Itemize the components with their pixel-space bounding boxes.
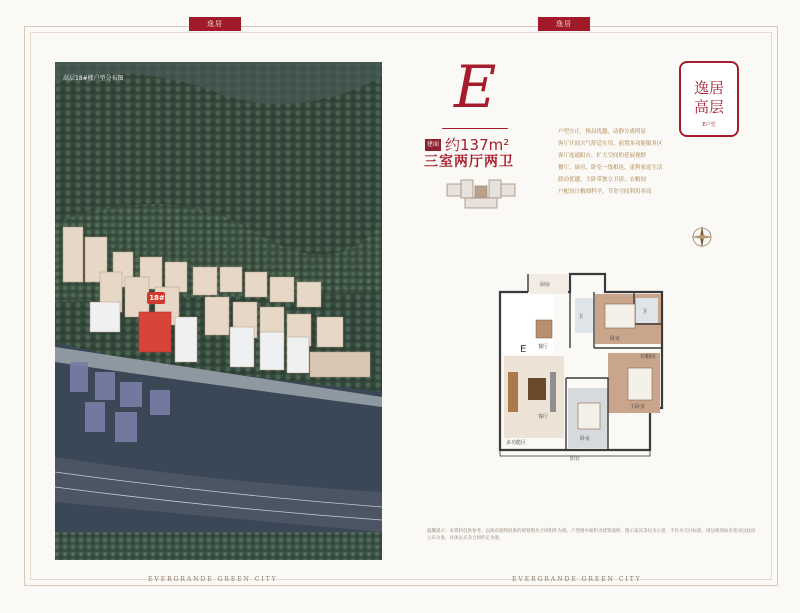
layout-text: 三室两厅两卫: [424, 154, 514, 170]
room-label-bath-2: 卫: [642, 309, 648, 315]
room-label-master: 主卧室: [630, 404, 646, 410]
photo-caption: 高层18#楼户型分布图: [63, 75, 124, 82]
disclaimer-note: 温馨提示：本资料仅供参考，以政府最终批准的规划图及合同附件为准。户型图中面积为建筑面积，图示家具等仅为示意，不作为交付标准。周边规划如有变动以政府公布为准，具体以买卖合同约定为准。: [427, 529, 756, 541]
unit-letter-e: E: [454, 53, 497, 121]
plan-unit-letter: E: [520, 344, 527, 355]
footer-brand-left-text: EVERGRANDE GREEN CITY: [148, 576, 278, 583]
footer-brand-left: [148, 576, 278, 583]
seal-line-2: 高层: [693, 98, 724, 116]
seal-sub: E户型: [702, 122, 716, 128]
seal-line-1: 逸居: [693, 79, 724, 97]
aerial-rendering: [55, 62, 382, 560]
desc-line: 联动优越，主卧带独立卫浴、衣帽间: [558, 177, 647, 183]
compass-icon: [690, 225, 714, 249]
desc-line: 户型方正，格局优越，动静分离明显: [558, 129, 647, 135]
room-label-bedroom-2: 卧室: [580, 436, 591, 442]
aerial-scene: [55, 62, 382, 560]
desc-line: 户配设计精细科学，节省空间利用率高: [558, 189, 652, 195]
room-label-kitchen: 厨房: [540, 282, 551, 288]
footer-brand-right-text: EVERGRANDE GREEN CITY: [512, 576, 642, 583]
room-label-closet: 衣帽间: [640, 354, 656, 360]
unit-description: [558, 126, 666, 198]
footer-brand-right: [512, 576, 642, 583]
room-label-multifunction: 多功能区: [506, 440, 527, 446]
letter-underline: [442, 128, 508, 129]
room-label-dining: 餐厅: [538, 344, 549, 350]
desc-line: 客厅连通阳台，扩大空间的延展视野: [558, 153, 647, 159]
building-18-tag: 18#: [149, 294, 165, 302]
area-text: 约137m²: [445, 136, 510, 154]
desc-line: 客厅开间大气舒适实用，前置多功能服务区: [558, 141, 663, 147]
room-label-bath-1: 卫: [578, 314, 584, 320]
room-label-living: 客厅: [538, 414, 549, 420]
area-tag: 建面: [425, 139, 441, 151]
room-label-balcony: 阳台: [570, 456, 581, 462]
floor-plan: [480, 268, 692, 464]
key-plan-thumbnail: [445, 176, 517, 210]
series-seal: [679, 61, 739, 137]
left-header-tab: 逸居: [189, 17, 241, 31]
room-label-bedroom-1: 卧室: [610, 336, 621, 342]
right-header-tab: 逸居: [538, 17, 590, 31]
desc-line: 餐厅、厨房、卧室一线相连，更利家庭生活: [558, 165, 663, 171]
